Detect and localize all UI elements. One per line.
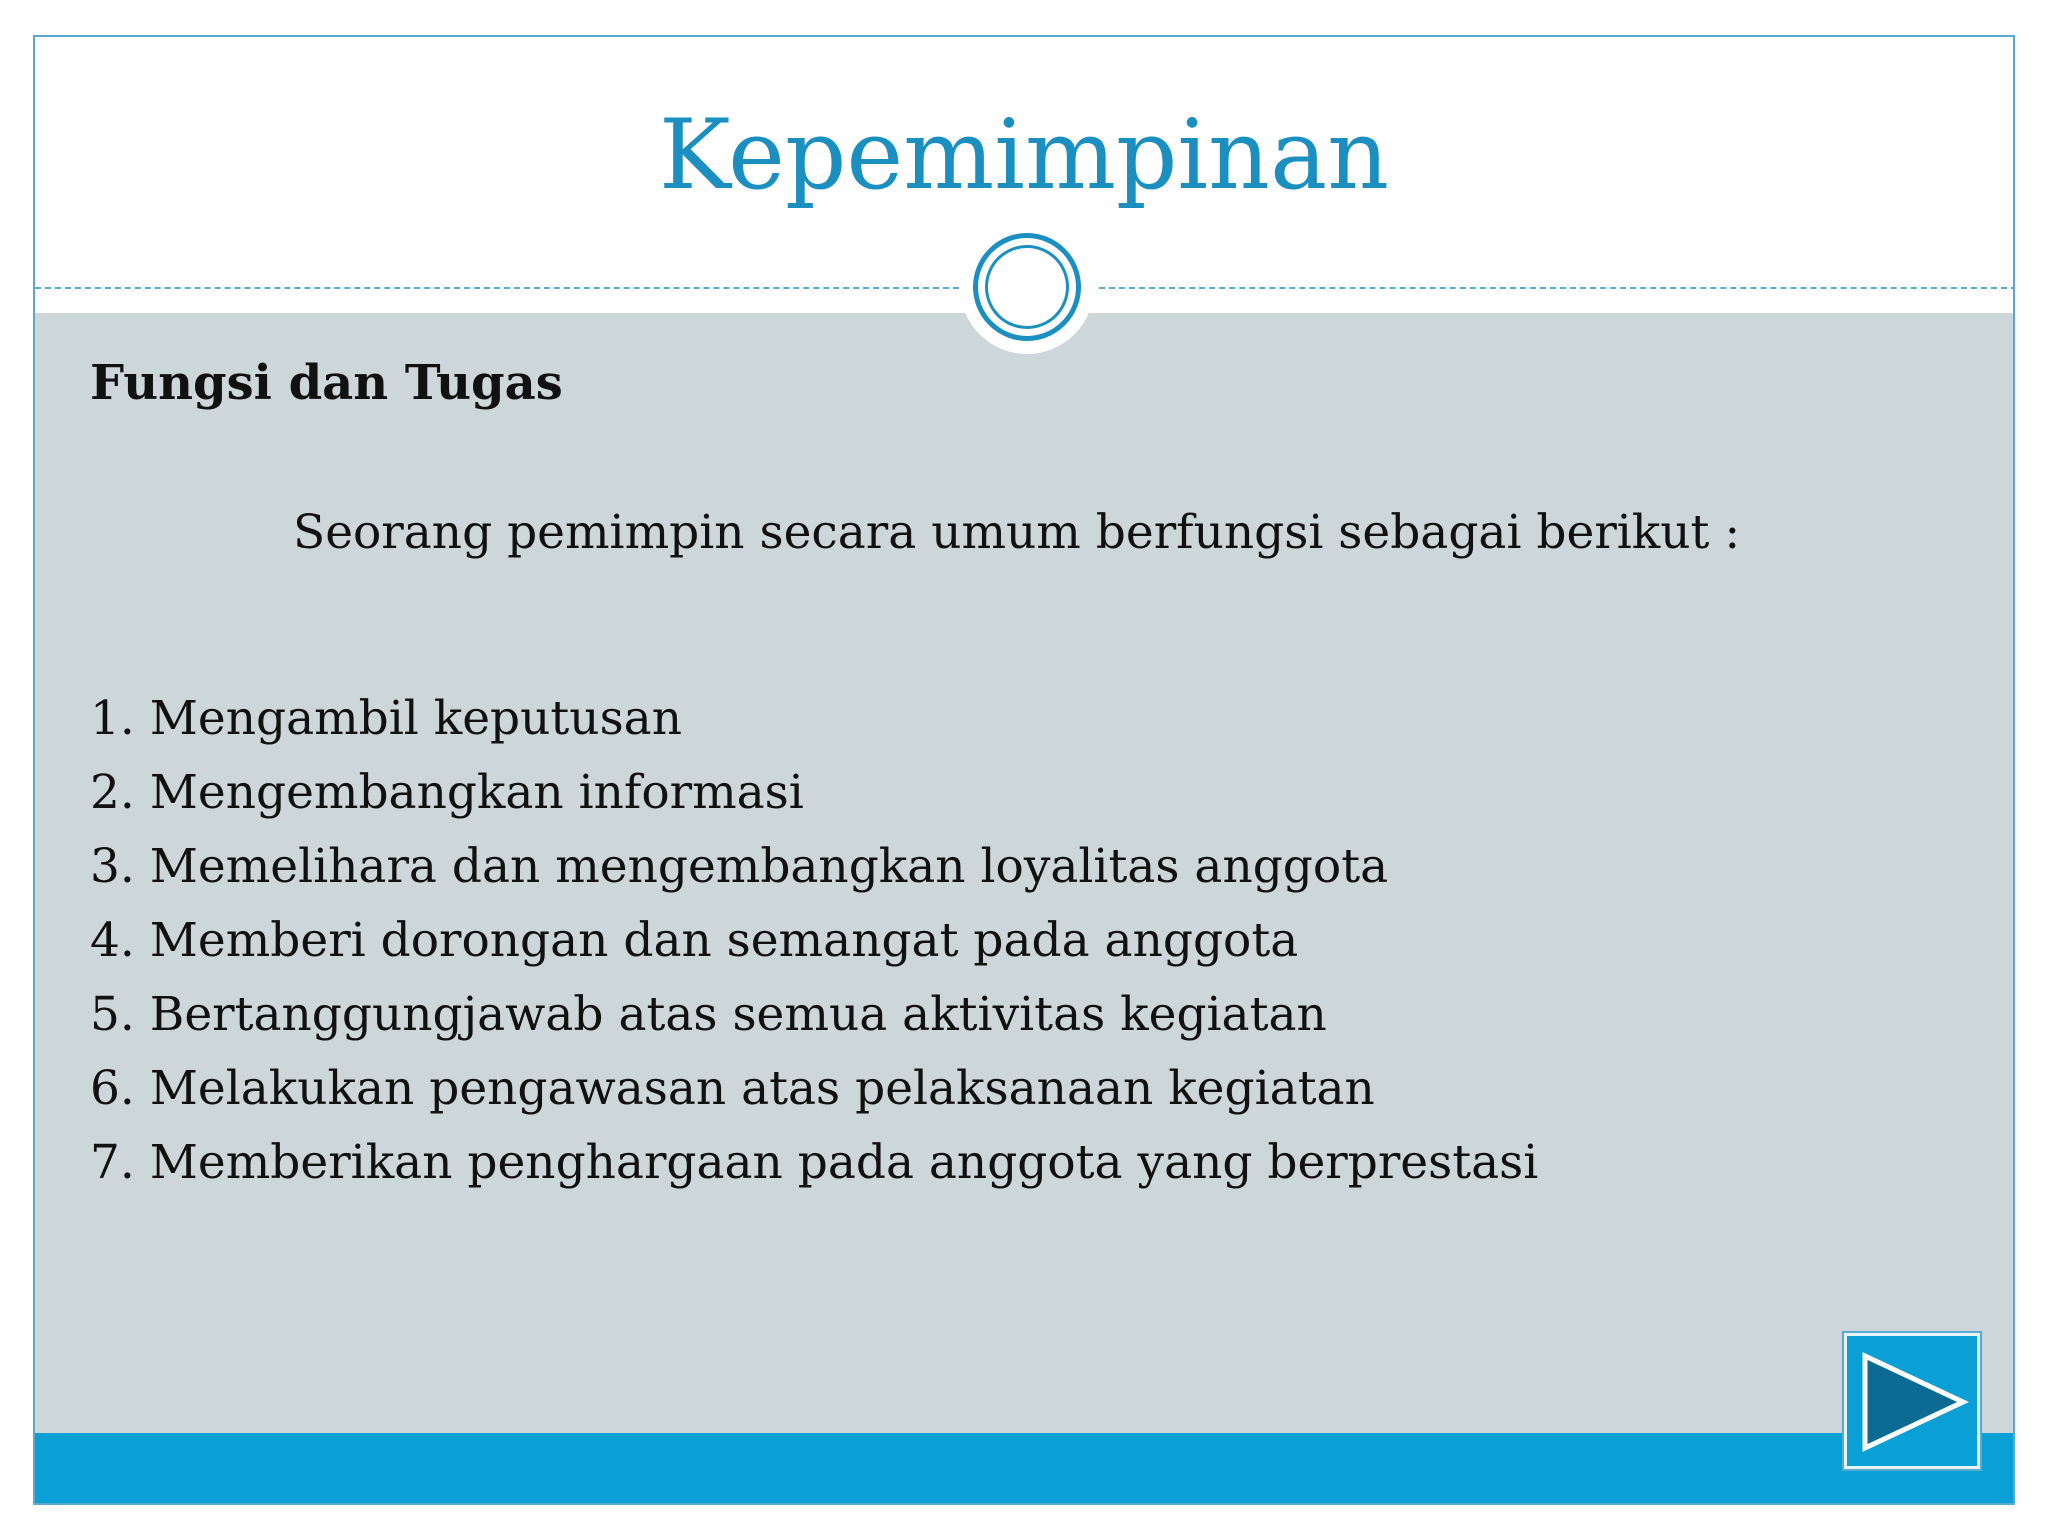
divider-ornament-inner-ring xyxy=(985,245,1069,329)
function-list xyxy=(90,682,1538,1200)
list-item: 5. Bertanggungjawab atas semua aktivitas kegiatan xyxy=(90,987,1327,1042)
list-item: 2. Mengembangkan informasi xyxy=(90,765,804,820)
slide xyxy=(33,35,2015,1505)
slide-title: Kepemimpinan xyxy=(658,99,1390,211)
intro-text: Seorang pemimpin secara umum berfungsi sebagai berikut : xyxy=(293,505,1741,560)
list-item: 6. Melakukan pengawasan atas pelaksanaan kegiatan xyxy=(90,1061,1375,1116)
section-heading: Fungsi dan Tugas xyxy=(90,355,563,411)
list-item: 4. Memberi dorongan dan semangat pada anggota xyxy=(90,913,1299,968)
header-divider-right xyxy=(1099,287,2015,289)
list-item: 7. Memberikan penghargaan pada anggota yang berprestasi xyxy=(90,1135,1539,1190)
play-triangle-icon xyxy=(1857,1350,1969,1454)
next-slide-button[interactable] xyxy=(1844,1333,1980,1469)
list-item: 1. Mengambil keputusan xyxy=(90,691,682,746)
list-item: 3. Memelihara dan mengembangkan loyalitas anggota xyxy=(90,839,1389,894)
footer-bar xyxy=(35,1433,2013,1505)
header-divider-left xyxy=(35,287,959,289)
